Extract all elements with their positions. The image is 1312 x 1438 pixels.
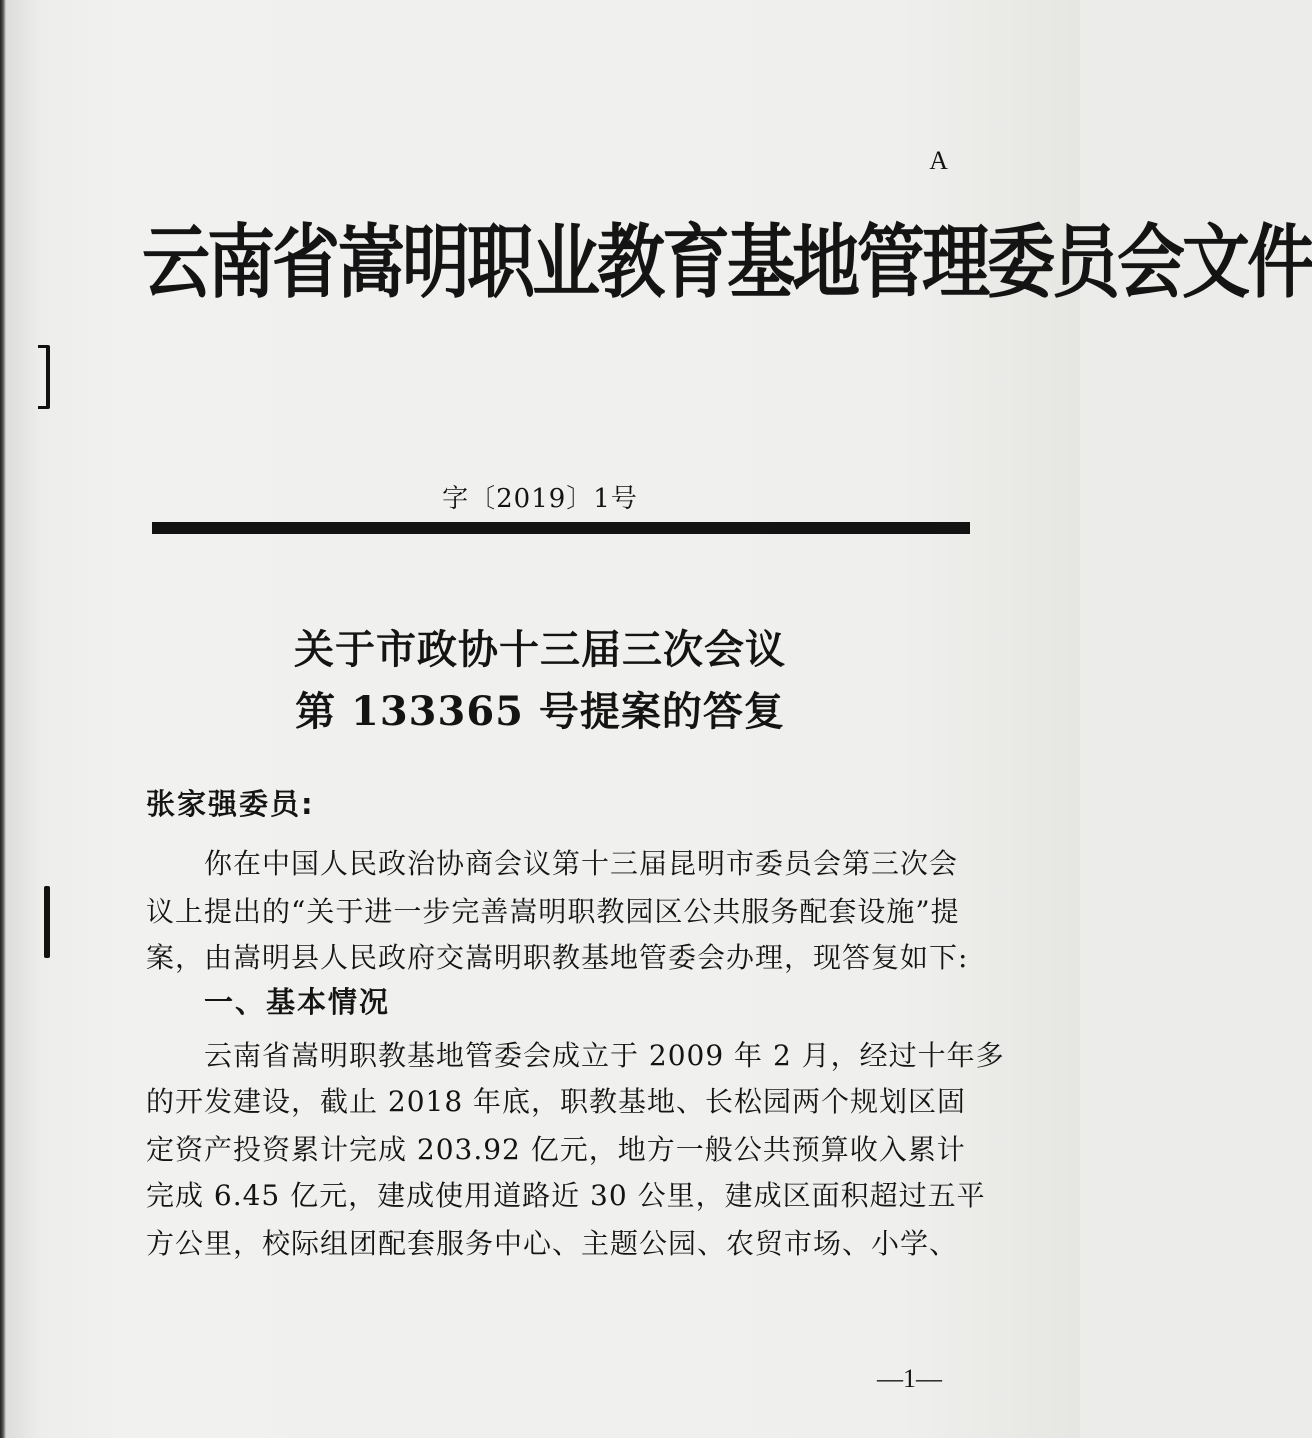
- paragraph-2-line-1: 云南省嵩明职教基地管委会成立于 2009 年 2 月，经过十年多: [204, 1039, 1005, 1072]
- paragraph-2-line-5: 方公里，校际组团配套服务中心、主题公园、农贸市场、小学、: [146, 1227, 959, 1260]
- binding-bracket-mark: [46, 345, 50, 409]
- header-rule: [152, 522, 970, 534]
- paragraph-1-line-3: 案，由嵩明县人民政府交嵩明职教基地管委会办理，现答复如下:: [146, 941, 969, 974]
- paragraph-1-line-2: 议上提出的“关于进一步完善嵩明职教园区公共服务配套设施”提: [146, 895, 960, 928]
- paragraph-2-line-2: 的开发建设，截止 2018 年底，职教基地、长松园两个规划区固: [146, 1085, 967, 1118]
- page-number: —1—: [877, 1364, 942, 1393]
- reply-title-line-1: 关于市政协十三届三次会议: [294, 626, 786, 673]
- paragraph-2-line-4: 完成 6.45 亿元，建成使用道路近 30 公里，建成区面积超过五平: [146, 1179, 986, 1212]
- paragraph-1-line-1: 你在中国人民政治协商会议第十三届昆明市委员会第三次会: [204, 847, 959, 880]
- binding-bar-mark: [44, 886, 50, 958]
- classification-mark: A: [929, 146, 948, 175]
- document-number: 字〔2019〕1号: [442, 484, 638, 514]
- paragraph-2-line-3: 定资产投资累计完成 203.92 亿元，地方一般公共预算收入累计: [146, 1133, 966, 1166]
- reply-title-line-2: 第 133365 号提案的答复: [295, 688, 785, 735]
- organization-title: 云南省嵩明职业教育基地管理委员会文件: [142, 216, 1312, 310]
- section-heading-basic-situation: 一、基本情况: [204, 985, 391, 1019]
- salutation: 张家强委员:: [146, 787, 315, 821]
